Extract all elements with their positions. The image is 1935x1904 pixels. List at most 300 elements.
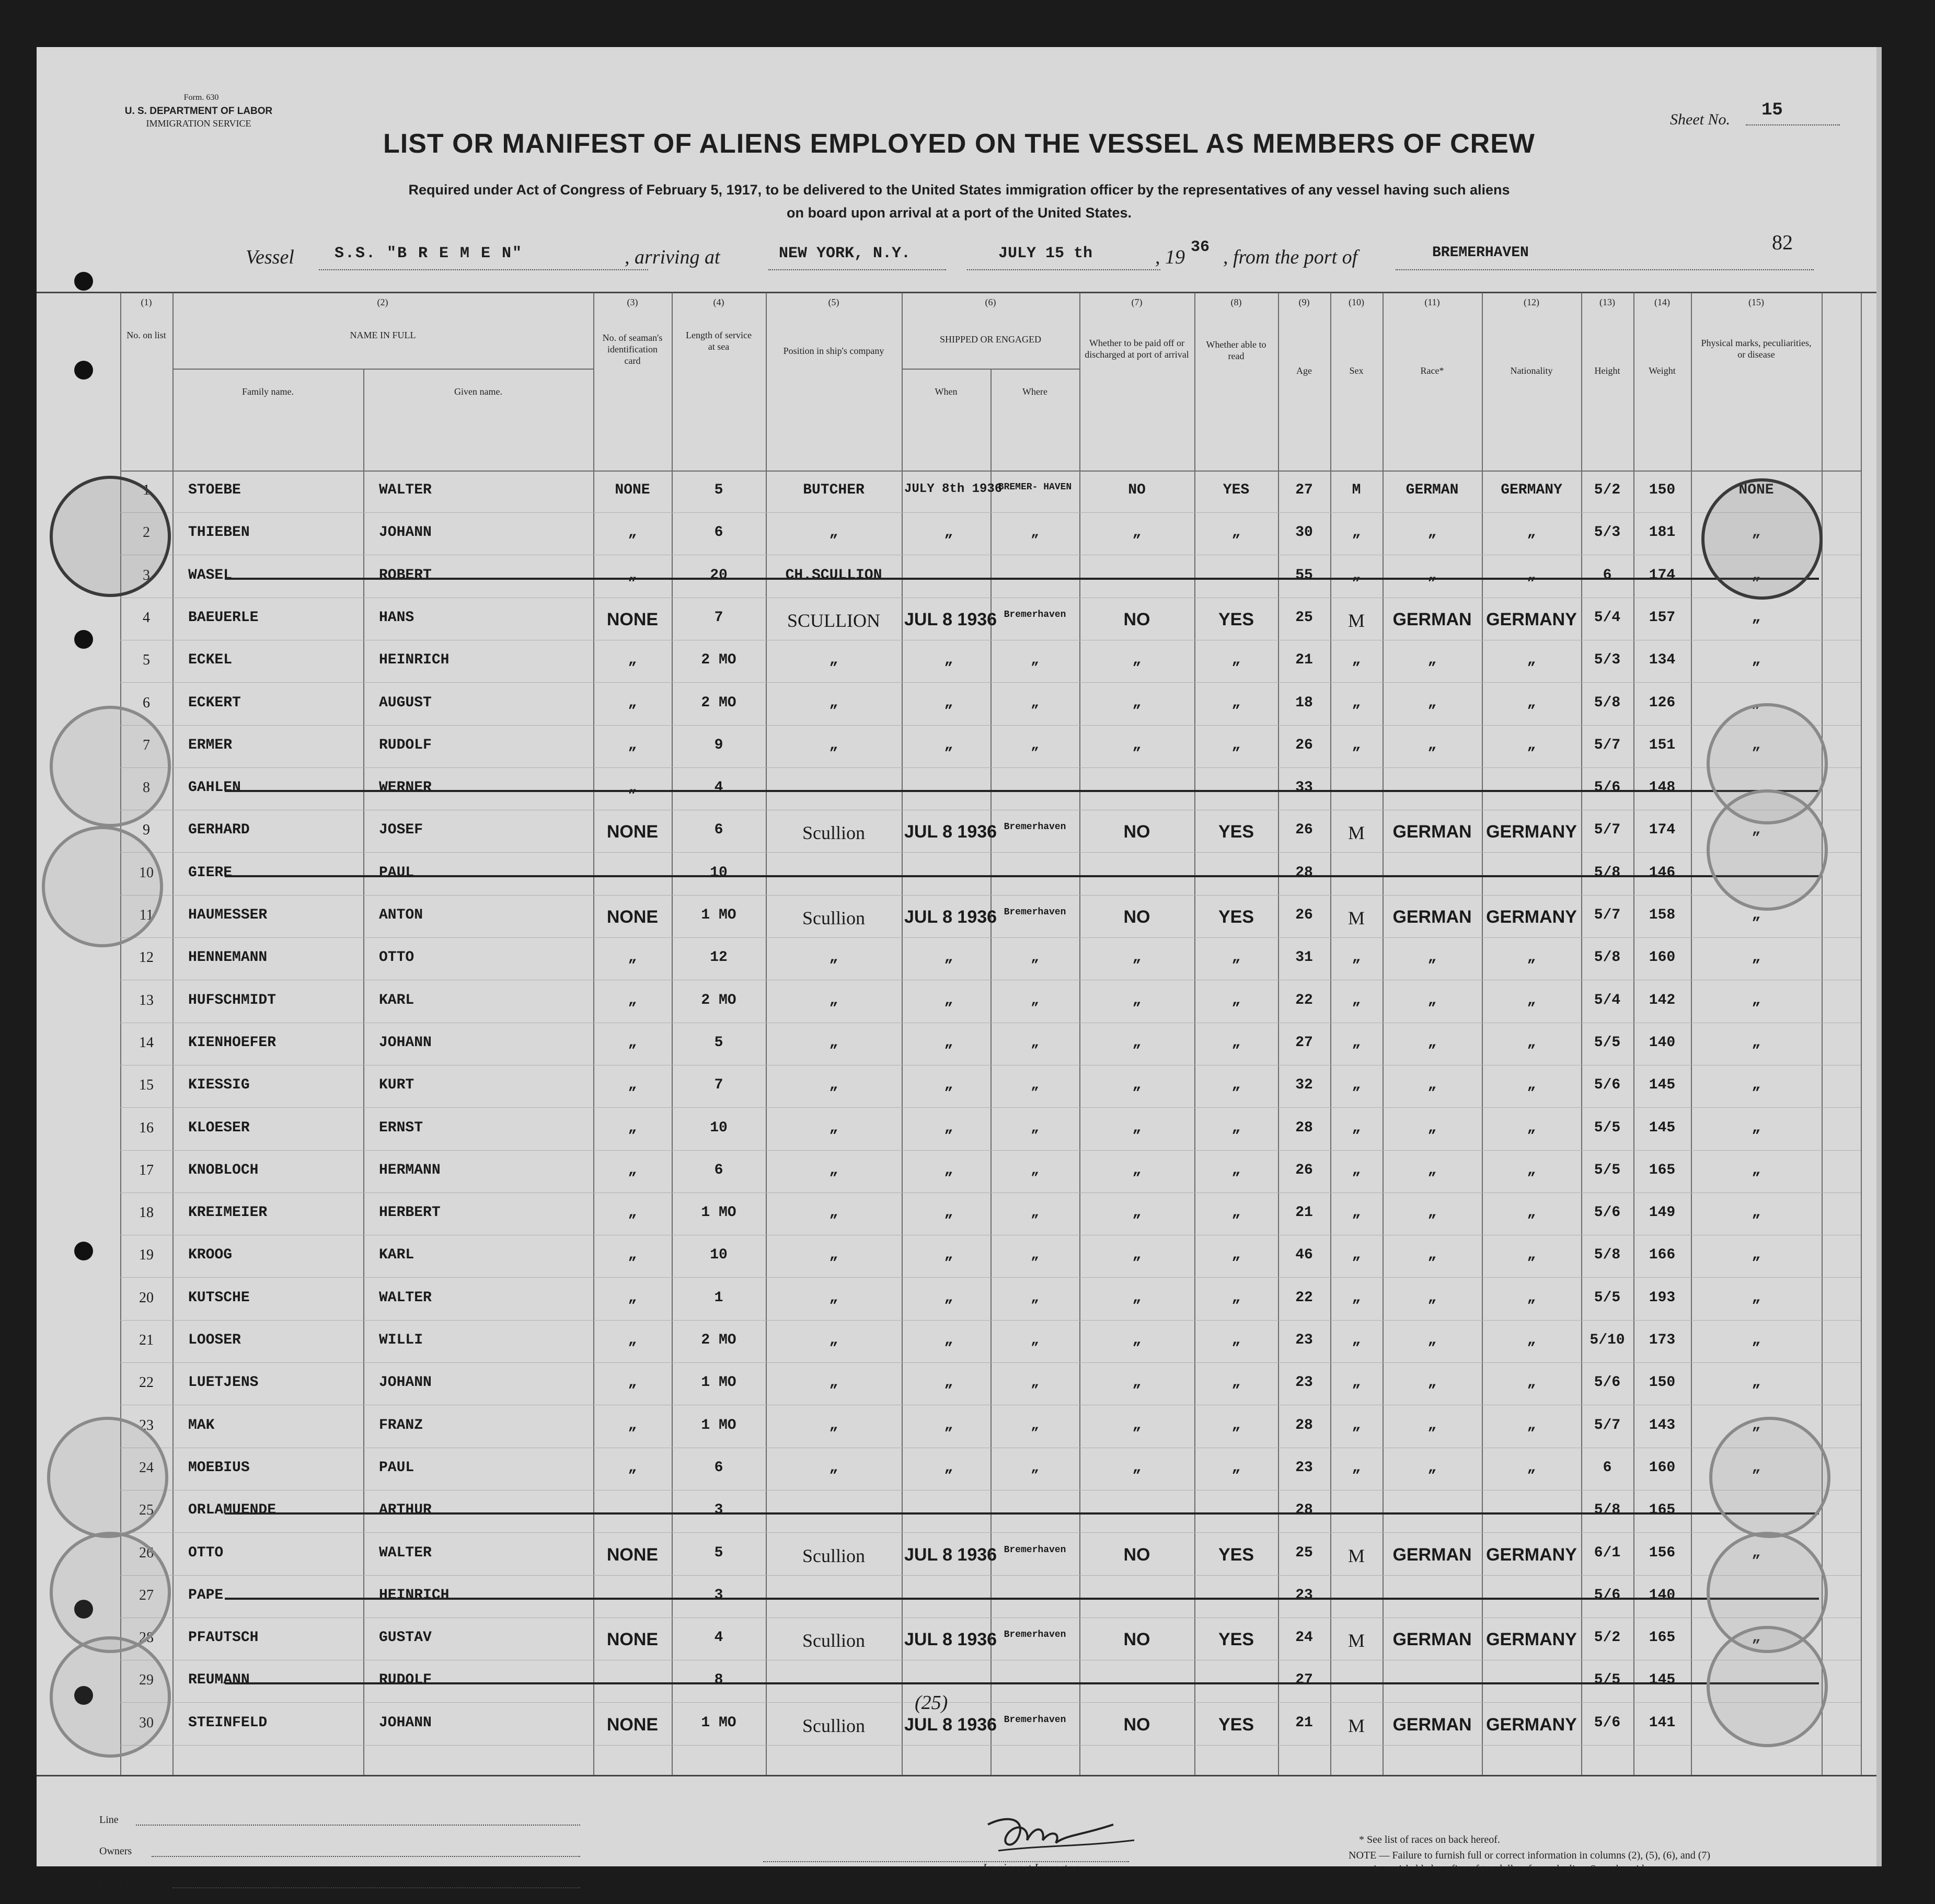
service-length: 3 [714, 1587, 723, 1603]
seaman-id: „ [628, 1119, 637, 1136]
strike-through-line [225, 1682, 1819, 1684]
given-name: WALTER [379, 482, 432, 498]
family-name: ORLAMUENDE [188, 1502, 277, 1519]
age: 22 [1295, 1289, 1313, 1306]
height: 5/8 [1594, 1502, 1621, 1519]
races-note: * See list of races on back hereof. [1359, 1834, 1500, 1845]
weight: 173 [1649, 1332, 1676, 1348]
fine-note-2: is punishable by a fine of ten dollars for each alien. See other side. [1374, 1863, 1652, 1875]
race: „ [1427, 1077, 1437, 1094]
service-length: 1 MO [701, 907, 736, 923]
sex: „ [1352, 1332, 1361, 1348]
age: 27 [1295, 482, 1313, 498]
arriving-label: , arriving at [625, 246, 720, 268]
engaged-place: „ [1031, 1374, 1039, 1391]
engaged-date: JUL 8 1936 [904, 1630, 997, 1650]
race: GERMAN [1392, 609, 1472, 629]
manifest-subtitle-2: on board upon arrival at a port of the United States. [786, 205, 1132, 221]
physical-marks: „ [1752, 1034, 1761, 1051]
sex: „ [1352, 652, 1361, 669]
height: 5/6 [1594, 1205, 1621, 1221]
weight: 181 [1649, 524, 1676, 541]
family-name: HENNEMANN [188, 949, 268, 966]
service-length: 1 MO [701, 1205, 736, 1221]
sex: M [1347, 1630, 1365, 1651]
row-rule [120, 937, 1861, 938]
given-name: WERNER [379, 779, 432, 796]
family-name: GIERE [188, 864, 233, 881]
engaged-place: Bremerhaven [1004, 1630, 1066, 1641]
age: 18 [1295, 694, 1313, 711]
engaged-place: „ [1031, 737, 1039, 753]
from-port: BREMERHAVEN [1432, 245, 1529, 261]
row-number: 14 [139, 1034, 154, 1051]
service-length: 2 MO [701, 1332, 736, 1348]
row-number: 28 [139, 1630, 154, 1646]
able-to-read: YES [1218, 822, 1254, 842]
engaged-place: „ [1031, 1077, 1039, 1093]
engaged-date: „ [944, 737, 953, 753]
able-to-read: „ [1231, 1332, 1241, 1348]
engaged-place: „ [1031, 1205, 1039, 1221]
service-length: 7 [714, 1077, 723, 1094]
nationality: „ [1527, 1374, 1536, 1391]
nationality: „ [1527, 524, 1536, 541]
race: „ [1427, 1332, 1437, 1348]
weight: 145 [1649, 1077, 1676, 1094]
given-name: JOHANN [379, 1374, 432, 1391]
seaman-id: NONE [606, 609, 659, 629]
physical-marks: „ [1752, 1077, 1761, 1094]
nationality: „ [1527, 567, 1536, 583]
weight: 134 [1649, 652, 1676, 669]
nationality: „ [1527, 1034, 1536, 1051]
paid-off: NO [1123, 1714, 1150, 1735]
physical-marks: „ [1752, 1247, 1761, 1264]
given-name: JOHANN [379, 1034, 432, 1051]
col-header-when: When [935, 386, 958, 397]
paid-off: NO [1123, 822, 1150, 842]
seaman-id: „ [628, 949, 637, 966]
nationality: GERMANY [1486, 907, 1577, 927]
able-to-read: „ [1231, 1417, 1241, 1433]
col-header-shipped: SHIPPED OR ENGAGED [939, 334, 1041, 345]
race: „ [1427, 1119, 1437, 1136]
weight: 149 [1649, 1205, 1676, 1221]
engaged-place: „ [1031, 1119, 1039, 1135]
sex: „ [1352, 1119, 1361, 1136]
row-number: 23 [139, 1417, 154, 1433]
paid-off: „ [1132, 1077, 1142, 1094]
col-header-weight: Weight [1649, 365, 1676, 376]
height: 5/5 [1594, 1672, 1621, 1689]
column-number: (10) [1349, 297, 1364, 307]
family-name: WASEL [188, 567, 233, 583]
age: 26 [1295, 737, 1313, 753]
seaman-id: „ [628, 652, 637, 669]
row-rule [120, 1532, 1861, 1533]
consulate-seal [1709, 1417, 1830, 1538]
paid-off: „ [1132, 737, 1142, 753]
physical-marks: NONE [1738, 482, 1774, 498]
ship-position: „ [829, 737, 838, 753]
consulate-seal [50, 1532, 171, 1653]
column-number: (13) [1599, 297, 1615, 307]
column-number: (7) [1131, 297, 1143, 307]
paid-off: „ [1132, 524, 1142, 541]
engaged-place: Bremerhaven [1004, 1544, 1066, 1555]
seaman-id: „ [628, 1162, 637, 1178]
row-rule [120, 767, 1861, 768]
seaman-id: „ [628, 694, 637, 711]
given-name: RUDOLF [379, 737, 432, 753]
age: 25 [1295, 1544, 1313, 1561]
height: 5/8 [1594, 1247, 1621, 1264]
column-number: (4) [713, 297, 724, 307]
age: 55 [1295, 567, 1313, 583]
row-number: 21 [139, 1332, 154, 1348]
inspector-signature [977, 1804, 1166, 1861]
age: 32 [1295, 1077, 1313, 1094]
weight: 145 [1649, 1672, 1676, 1689]
engaged-date: „ [944, 1247, 953, 1264]
height: 6/1 [1594, 1544, 1621, 1561]
able-to-read: „ [1231, 694, 1241, 711]
height: 6 [1603, 567, 1612, 583]
engaged-date: „ [944, 1205, 953, 1221]
family-name: STOEBE [188, 482, 241, 498]
engaged-date: JUL 8 1936 [904, 822, 997, 842]
family-name: LOOSER [188, 1332, 241, 1348]
engaged-place: „ [1031, 652, 1039, 668]
row-number: 17 [139, 1162, 154, 1178]
column-number: (1) [141, 297, 152, 307]
row-number: 16 [139, 1119, 154, 1136]
weight: 150 [1649, 482, 1676, 498]
sex: „ [1352, 949, 1361, 966]
paid-off: NO [1123, 907, 1150, 927]
consulate-seal [47, 1417, 168, 1538]
physical-marks: „ [1752, 1459, 1761, 1476]
race: „ [1427, 1034, 1437, 1051]
column-number: (14) [1654, 297, 1670, 307]
given-name: OTTO [379, 949, 414, 966]
sex: M [1347, 1715, 1365, 1736]
seaman-id: „ [628, 1459, 637, 1476]
race: „ [1427, 1247, 1437, 1264]
sheet-no-value: 15 [1761, 100, 1783, 120]
col-header-paid-off: Whether to be paid off or discharged at port of arrival [1085, 338, 1189, 360]
service-length: 1 [714, 1289, 723, 1306]
port-line [768, 269, 946, 270]
row-number: 25 [139, 1502, 154, 1519]
age: 25 [1295, 609, 1313, 626]
inspector-label: Immigrant Inspector. [983, 1861, 1079, 1874]
service-length: 2 MO [701, 992, 736, 1008]
weight: 146 [1649, 864, 1676, 881]
service-length: 5 [714, 482, 723, 498]
sex: „ [1352, 737, 1361, 753]
engaged-date: „ [944, 1034, 953, 1051]
nationality: „ [1527, 737, 1536, 753]
able-to-read: „ [1231, 1205, 1241, 1221]
col-header-no: No. on list [126, 330, 166, 340]
engaged-date: JUL 8 1936 [904, 609, 997, 629]
given-name: PAUL [379, 1459, 414, 1476]
from-port-line [1396, 269, 1814, 270]
engaged-date: „ [944, 1417, 953, 1433]
nationality: GERMANY [1486, 822, 1577, 842]
ship-position: „ [829, 1077, 838, 1094]
sex: M [1352, 482, 1361, 498]
col-header-age: Age [1296, 365, 1312, 376]
sex: M [1347, 610, 1365, 631]
row-number: 26 [139, 1544, 154, 1561]
able-to-read: „ [1231, 949, 1241, 966]
seaman-id: „ [628, 1417, 637, 1433]
able-to-read: „ [1231, 737, 1241, 753]
given-name: WILLI [379, 1332, 423, 1348]
seaman-id: „ [628, 1247, 637, 1264]
age: 31 [1295, 949, 1313, 966]
family-name: KREIMEIER [188, 1205, 268, 1221]
race: GERMAN [1392, 1714, 1472, 1735]
row-rule [120, 1277, 1861, 1278]
weight: 148 [1649, 779, 1676, 796]
age: 28 [1295, 1119, 1313, 1136]
family-name: OTTO [188, 1544, 224, 1561]
age: 33 [1295, 779, 1313, 796]
ship-position: „ [829, 1247, 838, 1264]
physical-marks: „ [1752, 609, 1761, 626]
age: 46 [1295, 1247, 1313, 1264]
name-subheader-rule [172, 369, 593, 370]
height: 5/5 [1594, 1034, 1621, 1051]
race: „ [1427, 1417, 1437, 1433]
seaman-id: NONE [606, 822, 659, 842]
physical-marks: „ [1752, 652, 1761, 669]
sex: „ [1352, 1374, 1361, 1391]
weight: 165 [1649, 1162, 1676, 1178]
height: 5/6 [1594, 1374, 1621, 1391]
seaman-id: „ [628, 524, 637, 541]
sex: „ [1352, 1417, 1361, 1433]
height: 5/4 [1594, 609, 1621, 626]
weight: 143 [1649, 1417, 1676, 1433]
given-name: HEINRICH [379, 1587, 450, 1603]
service-length: 2 MO [701, 652, 736, 669]
ship-position: Scullion [802, 908, 865, 928]
sex: „ [1352, 1247, 1361, 1264]
age: 30 [1295, 524, 1313, 541]
weight: 145 [1649, 1119, 1676, 1136]
paid-off: „ [1132, 652, 1142, 669]
punch-hole [74, 361, 93, 380]
physical-marks: „ [1752, 737, 1761, 753]
footer-form-code: 14—1340 [144, 1890, 173, 1898]
engaged-place: BREMER- HAVEN [998, 482, 1072, 492]
footer-line-rule [136, 1825, 580, 1826]
age: 26 [1295, 822, 1313, 839]
nationality: „ [1527, 694, 1536, 711]
weight: 160 [1649, 949, 1676, 966]
footer-agents-rule [172, 1887, 580, 1888]
height: 5/6 [1594, 1077, 1621, 1094]
age: 27 [1295, 1672, 1313, 1689]
row-number: 9 [143, 822, 150, 839]
nationality: GERMANY [1486, 1544, 1577, 1565]
age: 21 [1295, 1714, 1313, 1731]
able-to-read: „ [1231, 1119, 1241, 1136]
ship-position: „ [829, 1034, 838, 1051]
family-name: KIENHOEFER [188, 1034, 277, 1051]
height: 5/6 [1594, 1587, 1621, 1603]
nationality: „ [1527, 1162, 1536, 1178]
footer-agents-label: Local Agents [99, 1877, 155, 1888]
physical-marks: „ [1752, 1374, 1761, 1391]
vessel-line [319, 269, 648, 270]
nationality: „ [1527, 652, 1536, 669]
race: „ [1427, 652, 1437, 669]
physical-marks: „ [1752, 1205, 1761, 1221]
engaged-place: „ [1031, 992, 1039, 1008]
height: 5/7 [1594, 822, 1621, 839]
able-to-read: YES [1218, 907, 1254, 927]
family-name: GERHARD [188, 822, 250, 839]
given-name: JOSEF [379, 822, 423, 839]
strike-through-line [225, 875, 1819, 877]
family-name: HAUMESSER [188, 907, 268, 923]
weight: 174 [1649, 822, 1676, 839]
column-number: (11) [1424, 297, 1440, 307]
given-name: HANS [379, 609, 414, 626]
row-number: 13 [139, 992, 154, 1008]
engaged-date: JUL 8 1936 [904, 907, 997, 927]
row-rule [120, 1320, 1861, 1321]
nationality: „ [1527, 1119, 1536, 1136]
footer-owners-label: Owners [99, 1845, 132, 1857]
family-name: HUFSCHMIDT [188, 992, 277, 1008]
ship-position: „ [829, 1332, 838, 1348]
row-number: 5 [143, 652, 150, 669]
physical-marks: „ [1752, 949, 1761, 966]
manifest-title: LIST OR MANIFEST OF ALIENS EMPLOYED ON THE VESSEL AS MEMBERS OF CREW [383, 129, 1535, 159]
service-length: 6 [714, 822, 723, 839]
paid-off: NO [1123, 609, 1150, 629]
row-rule [120, 1192, 1861, 1193]
given-name: HERBERT [379, 1205, 441, 1221]
ship-position: Scullion [802, 822, 865, 844]
col-header-name: NAME IN FULL [350, 330, 416, 340]
service-length: 9 [714, 737, 723, 753]
weight: 160 [1649, 1459, 1676, 1476]
physical-marks: „ [1752, 822, 1761, 839]
row-rule [120, 682, 1861, 683]
row-rule [120, 725, 1861, 726]
race: „ [1427, 694, 1437, 711]
service-length: 2 MO [701, 694, 736, 711]
height: 6 [1603, 1459, 1612, 1476]
engaged-date: „ [944, 652, 953, 669]
row-number: 10 [139, 864, 154, 881]
race: „ [1427, 1205, 1437, 1221]
paid-off: „ [1132, 1459, 1142, 1476]
weight: 142 [1649, 992, 1676, 1008]
weight: 141 [1649, 1714, 1676, 1731]
col-header-where: Where [1022, 386, 1047, 397]
manifest-sheet [37, 47, 1882, 1898]
able-to-read: YES [1218, 1630, 1254, 1650]
strike-through-line [225, 790, 1819, 792]
age: 24 [1295, 1630, 1313, 1646]
seaman-id: NONE [615, 482, 650, 498]
height: 5/8 [1594, 949, 1621, 966]
fine-note-1: NOTE — Failure to furnish full or correct information in columns (2), (5), (6), and (7) [1349, 1850, 1711, 1861]
engaged-place: „ [1031, 1034, 1039, 1050]
consulate-seal [42, 826, 163, 947]
nationality: „ [1527, 992, 1536, 1008]
col-header-nationality: Nationality [1510, 365, 1553, 376]
physical-marks: „ [1752, 524, 1761, 541]
column-number: (2) [377, 297, 388, 307]
race: „ [1427, 737, 1437, 753]
given-name: ARTHUR [379, 1502, 432, 1519]
service-length: 1 MO [701, 1374, 736, 1391]
column-number: (9) [1298, 297, 1310, 307]
service-length: 3 [714, 1502, 723, 1519]
height: 5/5 [1594, 1162, 1621, 1178]
row-rule [120, 1575, 1861, 1576]
height: 5/3 [1594, 524, 1621, 541]
weight: 157 [1649, 609, 1676, 626]
row-rule [120, 1702, 1861, 1703]
seaman-id: „ [628, 1332, 637, 1348]
row-number: 30 [139, 1714, 154, 1731]
paid-off: „ [1132, 694, 1142, 711]
consulate-seal [1707, 789, 1828, 911]
paid-off: „ [1132, 1289, 1142, 1306]
physical-marks: „ [1752, 1332, 1761, 1348]
row-number: 15 [139, 1077, 154, 1094]
able-to-read: „ [1231, 1162, 1241, 1178]
paid-off: „ [1132, 1332, 1142, 1348]
row-number: 19 [139, 1247, 154, 1264]
able-to-read: „ [1231, 652, 1241, 669]
engaged-date: „ [944, 1077, 953, 1094]
year-prefix: , 19 [1155, 246, 1185, 268]
race: „ [1427, 949, 1437, 966]
row-rule [120, 512, 1861, 513]
nationality: GERMANY [1486, 1630, 1577, 1650]
weight: 151 [1649, 737, 1676, 753]
paid-off: „ [1132, 1247, 1142, 1264]
col-header-race: Race* [1420, 365, 1444, 376]
seaman-id: „ [628, 1374, 637, 1391]
family-name: ECKERT [188, 694, 241, 711]
physical-marks: „ [1752, 992, 1761, 1008]
row-number: 11 [139, 907, 154, 923]
seaman-id: „ [628, 1077, 637, 1094]
row-number: 27 [139, 1587, 154, 1603]
age: 23 [1295, 1587, 1313, 1603]
family-name: PAPE [188, 1587, 224, 1603]
given-name: ANTON [379, 907, 423, 923]
sex: „ [1352, 524, 1361, 541]
paid-off: NO [1123, 1544, 1150, 1565]
physical-marks: „ [1752, 1289, 1761, 1306]
row-rule [120, 895, 1861, 896]
height: 5/7 [1594, 1417, 1621, 1433]
